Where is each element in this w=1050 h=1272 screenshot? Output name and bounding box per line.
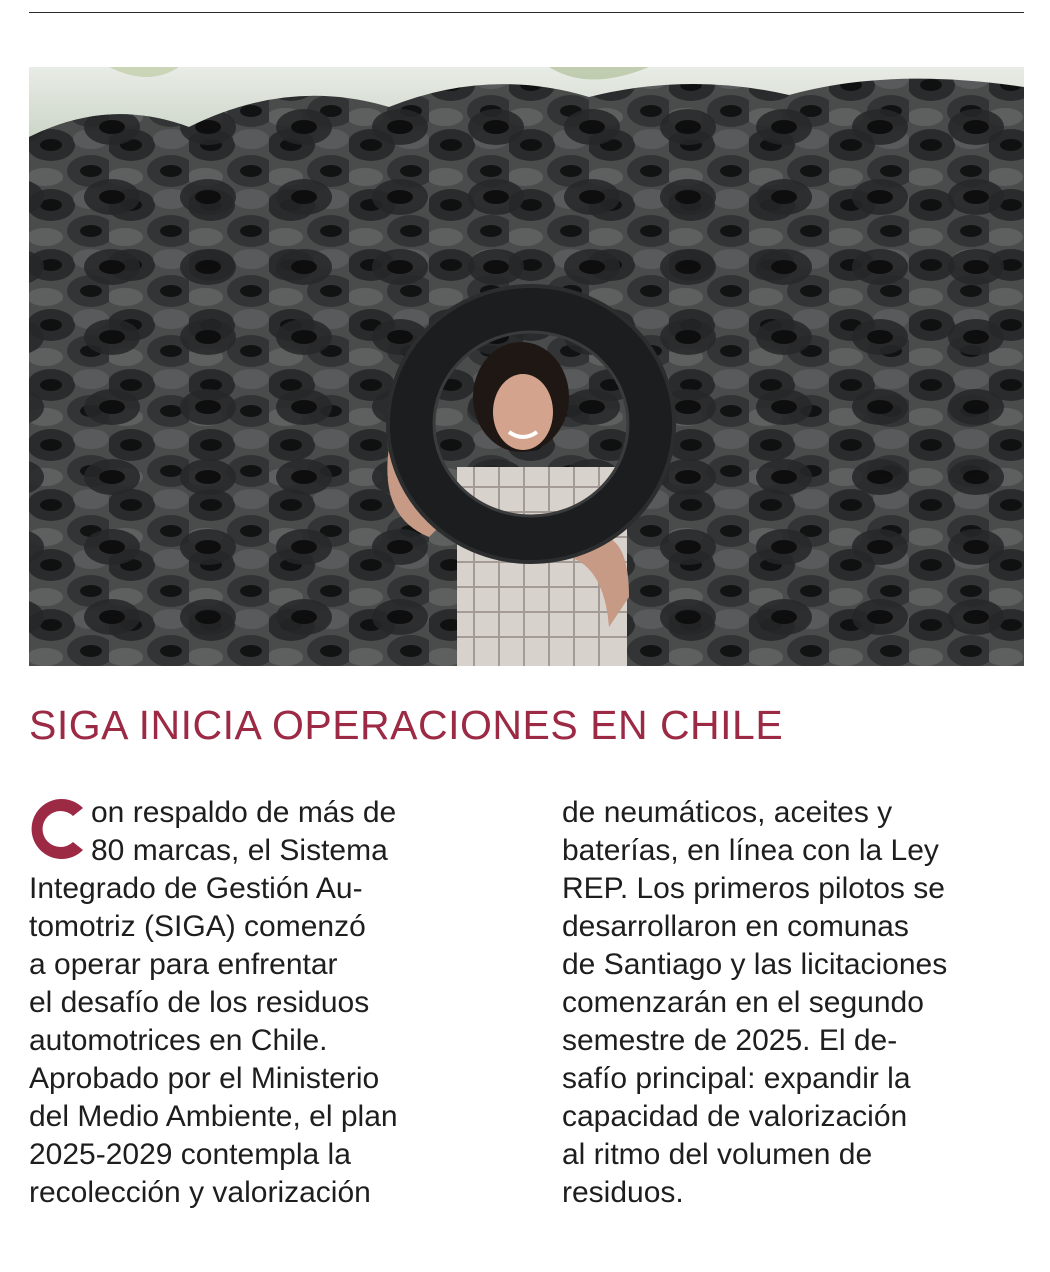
article-headline: SIGA INICIA OPERACIONES EN CHILE bbox=[29, 702, 784, 748]
body-line: 2025-2029 contempla la bbox=[29, 1138, 351, 1171]
body-line: semestre de 2025. El de- bbox=[562, 1024, 898, 1057]
drop-cap bbox=[29, 794, 89, 870]
body-line: REP. Los primeros pilotos se bbox=[562, 872, 945, 905]
body-line: Integrado de Gestión Au- bbox=[29, 872, 363, 905]
body-line: recolección y valorización bbox=[29, 1176, 371, 1209]
body-line: el desafío de los residuos bbox=[29, 986, 370, 1019]
top-rule bbox=[29, 12, 1024, 13]
body-line: del Medio Ambiente, el plan bbox=[29, 1100, 398, 1133]
body-line: desarrollaron en comunas bbox=[562, 910, 909, 943]
body-line: de neumáticos, aceites y bbox=[562, 796, 893, 829]
body-line: a operar para enfrentar bbox=[29, 948, 338, 981]
article-photo bbox=[29, 67, 1024, 666]
body-line: 80 marcas, el Sistema bbox=[91, 834, 388, 867]
body-line: safío principal: expandir la bbox=[562, 1062, 911, 1095]
article-column-right bbox=[562, 794, 1032, 1212]
article-column-left bbox=[29, 794, 499, 1212]
body-line: capacidad de valorización bbox=[562, 1100, 908, 1133]
body-line: on respaldo de más de bbox=[91, 796, 397, 829]
body-line: residuos. bbox=[562, 1176, 684, 1209]
body-line: comenzarán en el segundo bbox=[562, 986, 924, 1019]
body-line: automotrices en Chile. bbox=[29, 1024, 328, 1057]
tire-pile-illustration bbox=[29, 67, 1024, 666]
body-line: de Santiago y las licitaciones bbox=[562, 948, 948, 981]
body-line: Aprobado por el Ministerio bbox=[29, 1062, 380, 1095]
body-line: tomotriz (SIGA) comenzó bbox=[29, 910, 366, 943]
body-line: baterías, en línea con la Ley bbox=[562, 834, 939, 867]
body-line: al ritmo del volumen de bbox=[562, 1138, 873, 1171]
